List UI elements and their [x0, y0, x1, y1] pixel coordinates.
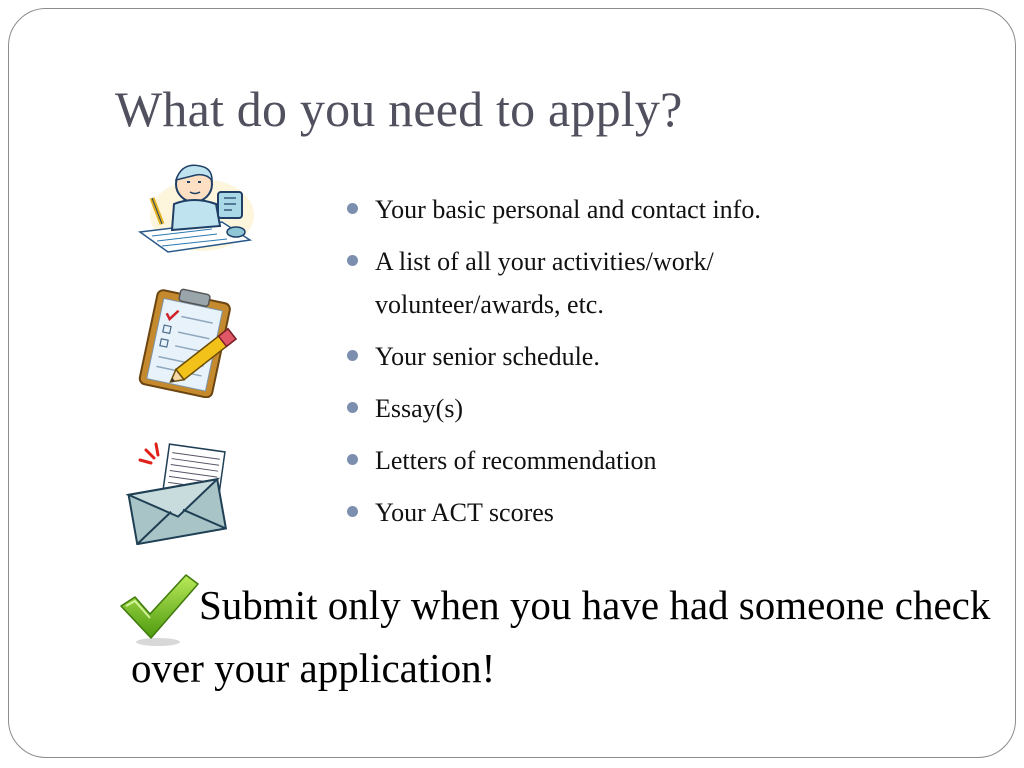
clipboard-pencil-icon — [126, 288, 246, 398]
list-item-text: Letters of recommendation — [375, 446, 657, 475]
bullet-dot-icon — [347, 506, 358, 517]
bullet-dot-icon — [347, 350, 358, 361]
bullet-dot-icon — [347, 402, 358, 413]
list-item-text: Your senior schedule. — [375, 342, 600, 371]
slide-title: What do you need to apply? — [115, 81, 683, 137]
list-item-text: A list of all your activities/work/ volunteer/awards, etc. — [375, 247, 714, 319]
list-item-text: Your ACT scores — [375, 498, 554, 527]
bullet-dot-icon — [347, 255, 358, 266]
list-item-text: Your basic personal and contact info. — [375, 195, 761, 224]
list-item — [344, 387, 904, 430]
student-writing-icon — [132, 160, 257, 255]
list-item — [344, 335, 904, 378]
list-item — [344, 240, 904, 326]
list-item — [344, 439, 904, 482]
requirements-list — [344, 188, 904, 543]
submit-note-text: Submit only when you have had someone check over your application! — [131, 582, 991, 691]
list-item — [344, 491, 904, 534]
submit-note — [131, 574, 1011, 700]
bullet-dot-icon — [347, 454, 358, 465]
list-item — [344, 188, 904, 231]
bullet-dot-icon — [347, 203, 358, 214]
envelope-letter-icon — [126, 440, 231, 545]
list-item-text: Essay(s) — [375, 394, 464, 423]
